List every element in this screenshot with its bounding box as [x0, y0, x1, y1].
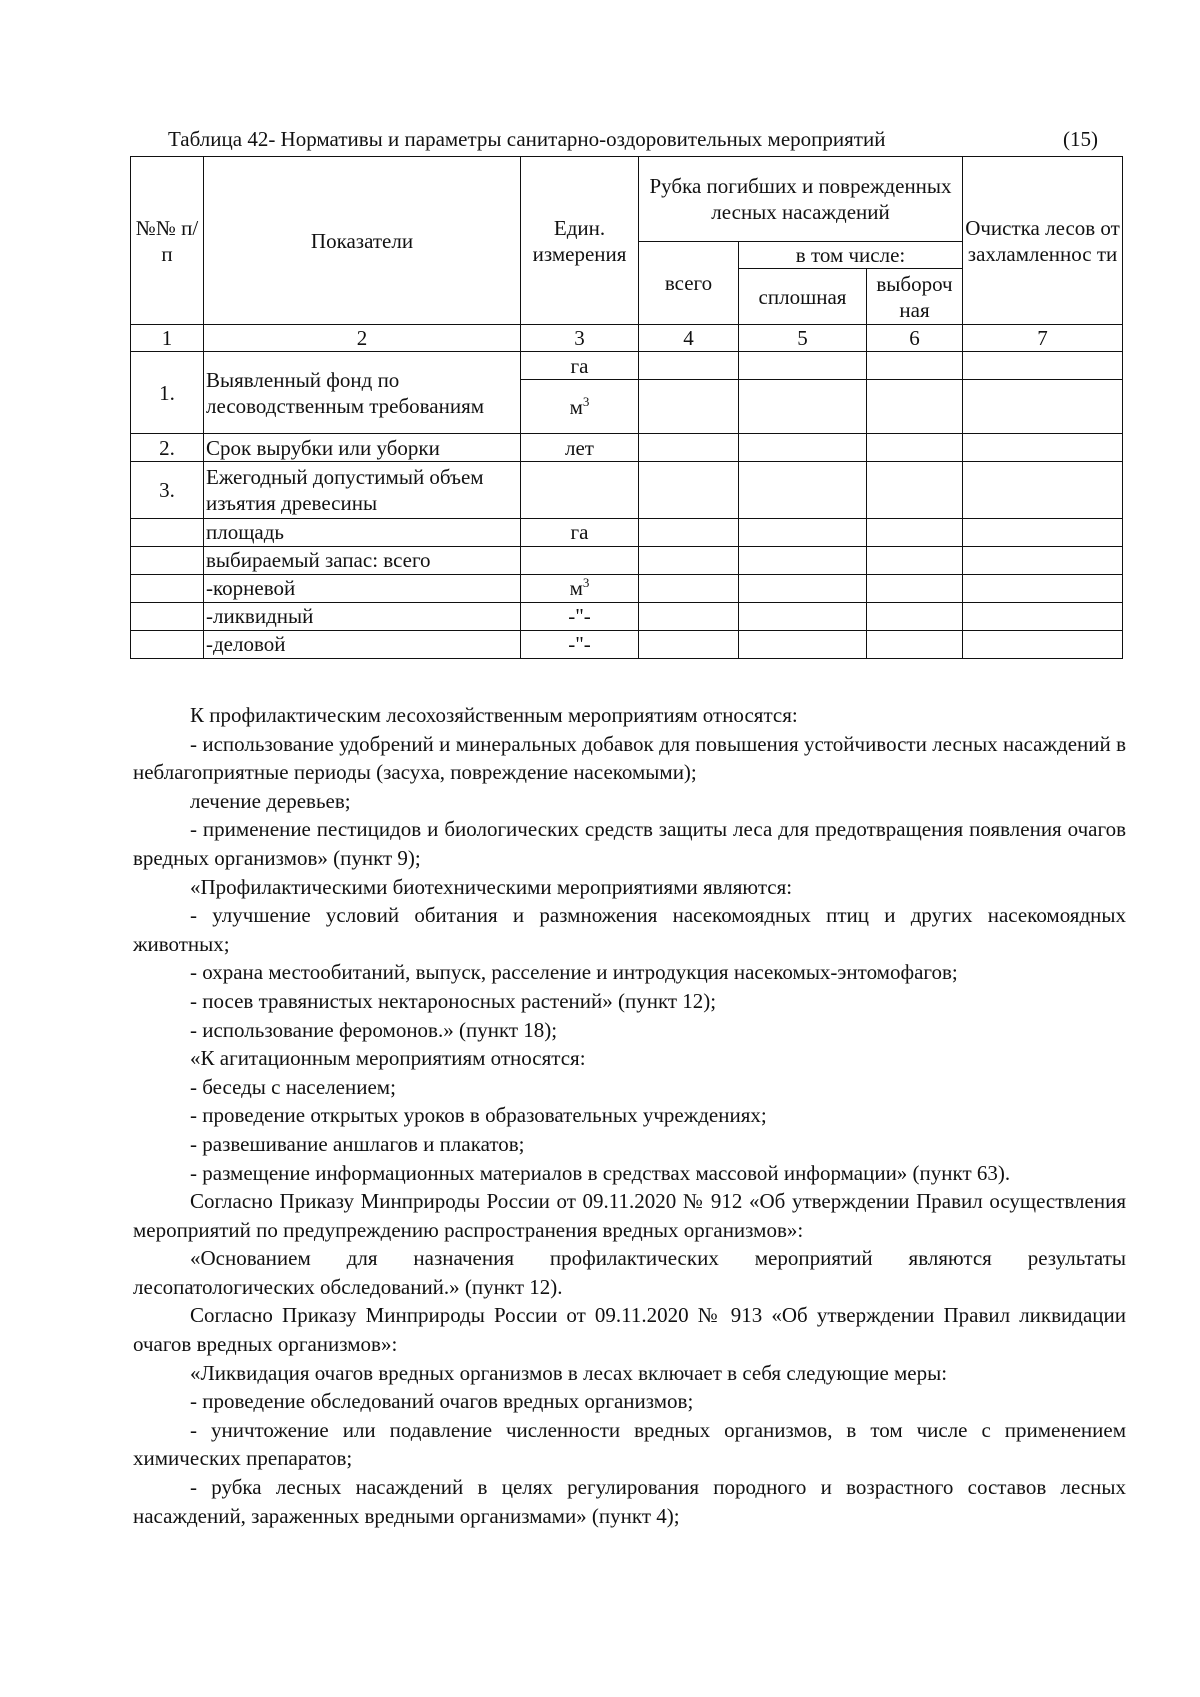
cell	[867, 575, 963, 603]
row-indicator: Ежегодный допустимый объем изъятия древесины	[204, 462, 521, 519]
paragraph: - уничтожение или подавление численности вредных организмов, в том числе с применением химических препаратов;	[133, 1417, 1126, 1471]
cell	[963, 519, 1123, 547]
paragraph: «Профилактическими биотехническими мероприятиями являются:	[190, 874, 793, 899]
paragraph: - беседы с населением;	[190, 1074, 396, 1099]
col-index: 1	[131, 325, 204, 352]
col-index: 3	[521, 325, 639, 352]
row-unit	[521, 462, 639, 519]
paragraph: - охрана местообитаний, выпуск, расселение и интродукция насекомых-энтомофагов;	[190, 960, 958, 985]
row-unit: -"-	[521, 631, 639, 659]
cell	[639, 434, 739, 462]
header-indicator: Показатели	[204, 157, 521, 325]
row-indicator: площадь	[204, 519, 521, 547]
paragraph: - посев травянистых нектароносных растений» (пункт 12);	[190, 988, 717, 1013]
row-num	[131, 603, 204, 631]
cell	[963, 631, 1123, 659]
cell	[963, 462, 1123, 519]
cell	[639, 380, 739, 434]
cell	[867, 434, 963, 462]
header-including: в том числе:	[739, 242, 963, 269]
row-indicator: -деловой	[204, 631, 521, 659]
cell	[867, 352, 963, 380]
col-index: 5	[739, 325, 867, 352]
cell	[639, 603, 739, 631]
header-clear-felling: сплошная	[739, 269, 867, 325]
cell	[739, 547, 867, 575]
paragraph: - использование феромонов.» (пункт 18);	[190, 1017, 558, 1042]
table-row	[131, 575, 1123, 603]
table-row	[131, 603, 1123, 631]
paragraph: «К агитационным мероприятиям относятся:	[190, 1046, 586, 1071]
cell	[639, 631, 739, 659]
cell	[867, 462, 963, 519]
cell	[739, 462, 867, 519]
header-num: №№ п/п	[131, 157, 204, 325]
cell	[963, 434, 1123, 462]
table-caption	[168, 127, 1098, 151]
row-indicator: выбираемый запас: всего	[204, 547, 521, 575]
cell	[639, 575, 739, 603]
cell	[739, 631, 867, 659]
cell	[963, 575, 1123, 603]
row-unit: -"-	[521, 603, 639, 631]
paragraph: - рубка лесных насаждений в целях регулирования породного и возрастного составов лесных насаждений, зараженных вредными организмами» (пункт 4);	[133, 1475, 1126, 1528]
cell	[963, 603, 1123, 631]
cell	[639, 462, 739, 519]
norms-table	[130, 156, 1123, 659]
row-num	[131, 575, 204, 603]
row-indicator: -ликвидный	[204, 603, 521, 631]
row-indicator: Выявленный фонд по лесоводственным требованиям	[204, 352, 521, 434]
row-num	[131, 631, 204, 659]
col-index: 7	[963, 325, 1123, 352]
table-row	[131, 547, 1123, 575]
paragraph: - развешивание аншлагов и плакатов;	[190, 1131, 525, 1156]
cell	[739, 603, 867, 631]
paragraph: Согласно Приказу Минприроды России от 09.11.2020 № 912 «Об утверждении Правил осуществления мероприятий по предупреждению распространения вредных организмов»:	[133, 1189, 1126, 1242]
col-index: 6	[867, 325, 963, 352]
table-row	[131, 631, 1123, 659]
row-unit: га	[521, 352, 639, 380]
cell	[739, 352, 867, 380]
row-unit: $м^3$	[521, 380, 639, 434]
row-indicator: -корневой	[204, 575, 521, 603]
paragraph: - размещение информационных материалов в средствах массовой информации» (пункт 63).	[190, 1160, 1011, 1185]
paragraph: К профилактическим лесохозяйственным мероприятиям относятся:	[190, 703, 798, 727]
row-indicator: Срок вырубки или уборки	[204, 434, 521, 462]
cell	[867, 603, 963, 631]
header-cleaning: Очистка лесов от захламленнос ти	[963, 157, 1123, 325]
paragraph: - проведение обследований очагов вредных организмов;	[190, 1389, 694, 1414]
row-num	[131, 519, 204, 547]
col-index: 4	[639, 325, 739, 352]
table-row	[131, 462, 1123, 519]
row-num: 2.	[131, 434, 204, 462]
cell	[639, 547, 739, 575]
cell	[963, 547, 1123, 575]
header-felling-group: Рубка погибших и поврежденных лесных насаждений	[639, 157, 963, 242]
cell	[867, 519, 963, 547]
header-selective-felling: выбороч ная	[867, 269, 963, 325]
header-unit: Един. измерения	[521, 157, 639, 325]
paragraph: «Ликвидация очагов вредных организмов в лесах включает в себя следующие меры:	[190, 1360, 948, 1385]
paragraph: - применение пестицидов и биологических средств защиты леса для предотвращения появления очагов вредных организмов» (пункт 9);	[133, 817, 1126, 870]
col-index: 2	[204, 325, 521, 352]
row-num: 1.	[131, 352, 204, 434]
paragraph: Согласно Приказу Минприроды России от 09.11.2020 № 913 «Об утверждении Правил ликвидации очагов вредных организмов»:	[133, 1303, 1126, 1357]
paragraph: лечение деревьев;	[190, 788, 351, 813]
cell	[739, 434, 867, 462]
paragraph: - улучшение условий обитания и размножения насекомоядных птиц и других насекомоядных животных;	[133, 903, 1126, 956]
cell	[867, 380, 963, 434]
column-index-row	[131, 325, 1123, 352]
cell	[867, 547, 963, 575]
table-row	[131, 352, 1123, 380]
row-unit	[521, 547, 639, 575]
row-unit: га	[521, 519, 639, 547]
row-unit: $м^3$	[521, 575, 639, 603]
cell	[639, 352, 739, 380]
cell	[739, 519, 867, 547]
table-row	[131, 519, 1123, 547]
cell	[963, 352, 1123, 380]
cell	[739, 575, 867, 603]
row-unit: лет	[521, 434, 639, 462]
cell	[963, 380, 1123, 434]
caption-title: Таблица 42- Нормативы и параметры санитарно-оздоровительных мероприятий	[168, 127, 886, 151]
header-total: всего	[639, 242, 739, 325]
cell	[739, 380, 867, 434]
paragraph: «Основанием для назначения профилактических мероприятий являются результаты лесопатологических обследований.» (пункт 12).	[133, 1246, 1126, 1299]
body-text	[133, 701, 1126, 1530]
paragraph: - использование удобрений и минеральных добавок для повышения устойчивости лесных насаждений в неблагоприятные периоды (засуха, повреждение насекомыми);	[133, 731, 1126, 785]
cell	[639, 519, 739, 547]
row-num: 3.	[131, 462, 204, 519]
paragraph: - проведение открытых уроков в образовательных учреждениях;	[190, 1103, 767, 1128]
table-row	[131, 434, 1123, 462]
caption-number: (15)	[1063, 127, 1098, 151]
row-num	[131, 547, 204, 575]
cell	[867, 631, 963, 659]
